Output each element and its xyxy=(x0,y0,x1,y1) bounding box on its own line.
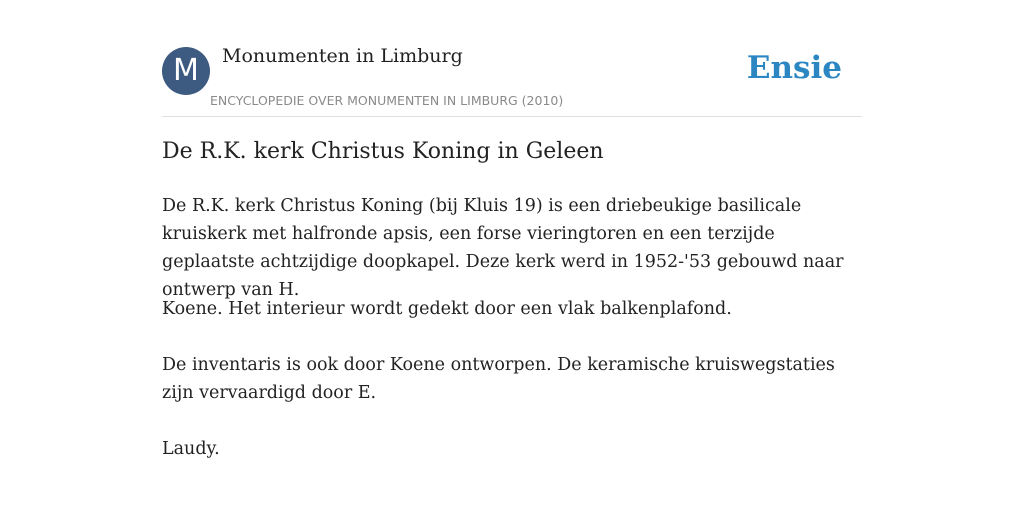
source-header xyxy=(162,0,862,117)
source-subtitle: ENCYCLOPEDIE OVER MONUMENTEN IN LIMBURG (2010) xyxy=(210,93,564,108)
source-title-link[interactable]: Monumenten in Limburg xyxy=(222,45,463,67)
article-paragraph-4: Laudy. xyxy=(162,439,220,459)
article-title: De R.K. kerk Christus Koning in Geleen xyxy=(162,139,604,164)
article-paragraph-2: Koene. Het interieur wordt gedekt door een vlak balkenplafond. xyxy=(162,299,732,319)
article-paragraph-1: De R.K. kerk Christus Koning (bij Kluis 19) is een driebeukige basilicale kruiskerk met halfronde apsis, een forse vieringtoren en een terzijde geplaatste achtzijdige doopkapel. Deze kerk werd in 1952-'53 gebouwd naar ontwerp van H. xyxy=(162,196,844,300)
brand-logo[interactable]: Ensie xyxy=(746,50,842,86)
article-paragraph-3: De inventaris is ook door Koene ontworpen. De keramische kruiswegstaties zijn vervaardigd door E. xyxy=(162,355,835,403)
source-avatar[interactable]: M xyxy=(162,47,210,95)
